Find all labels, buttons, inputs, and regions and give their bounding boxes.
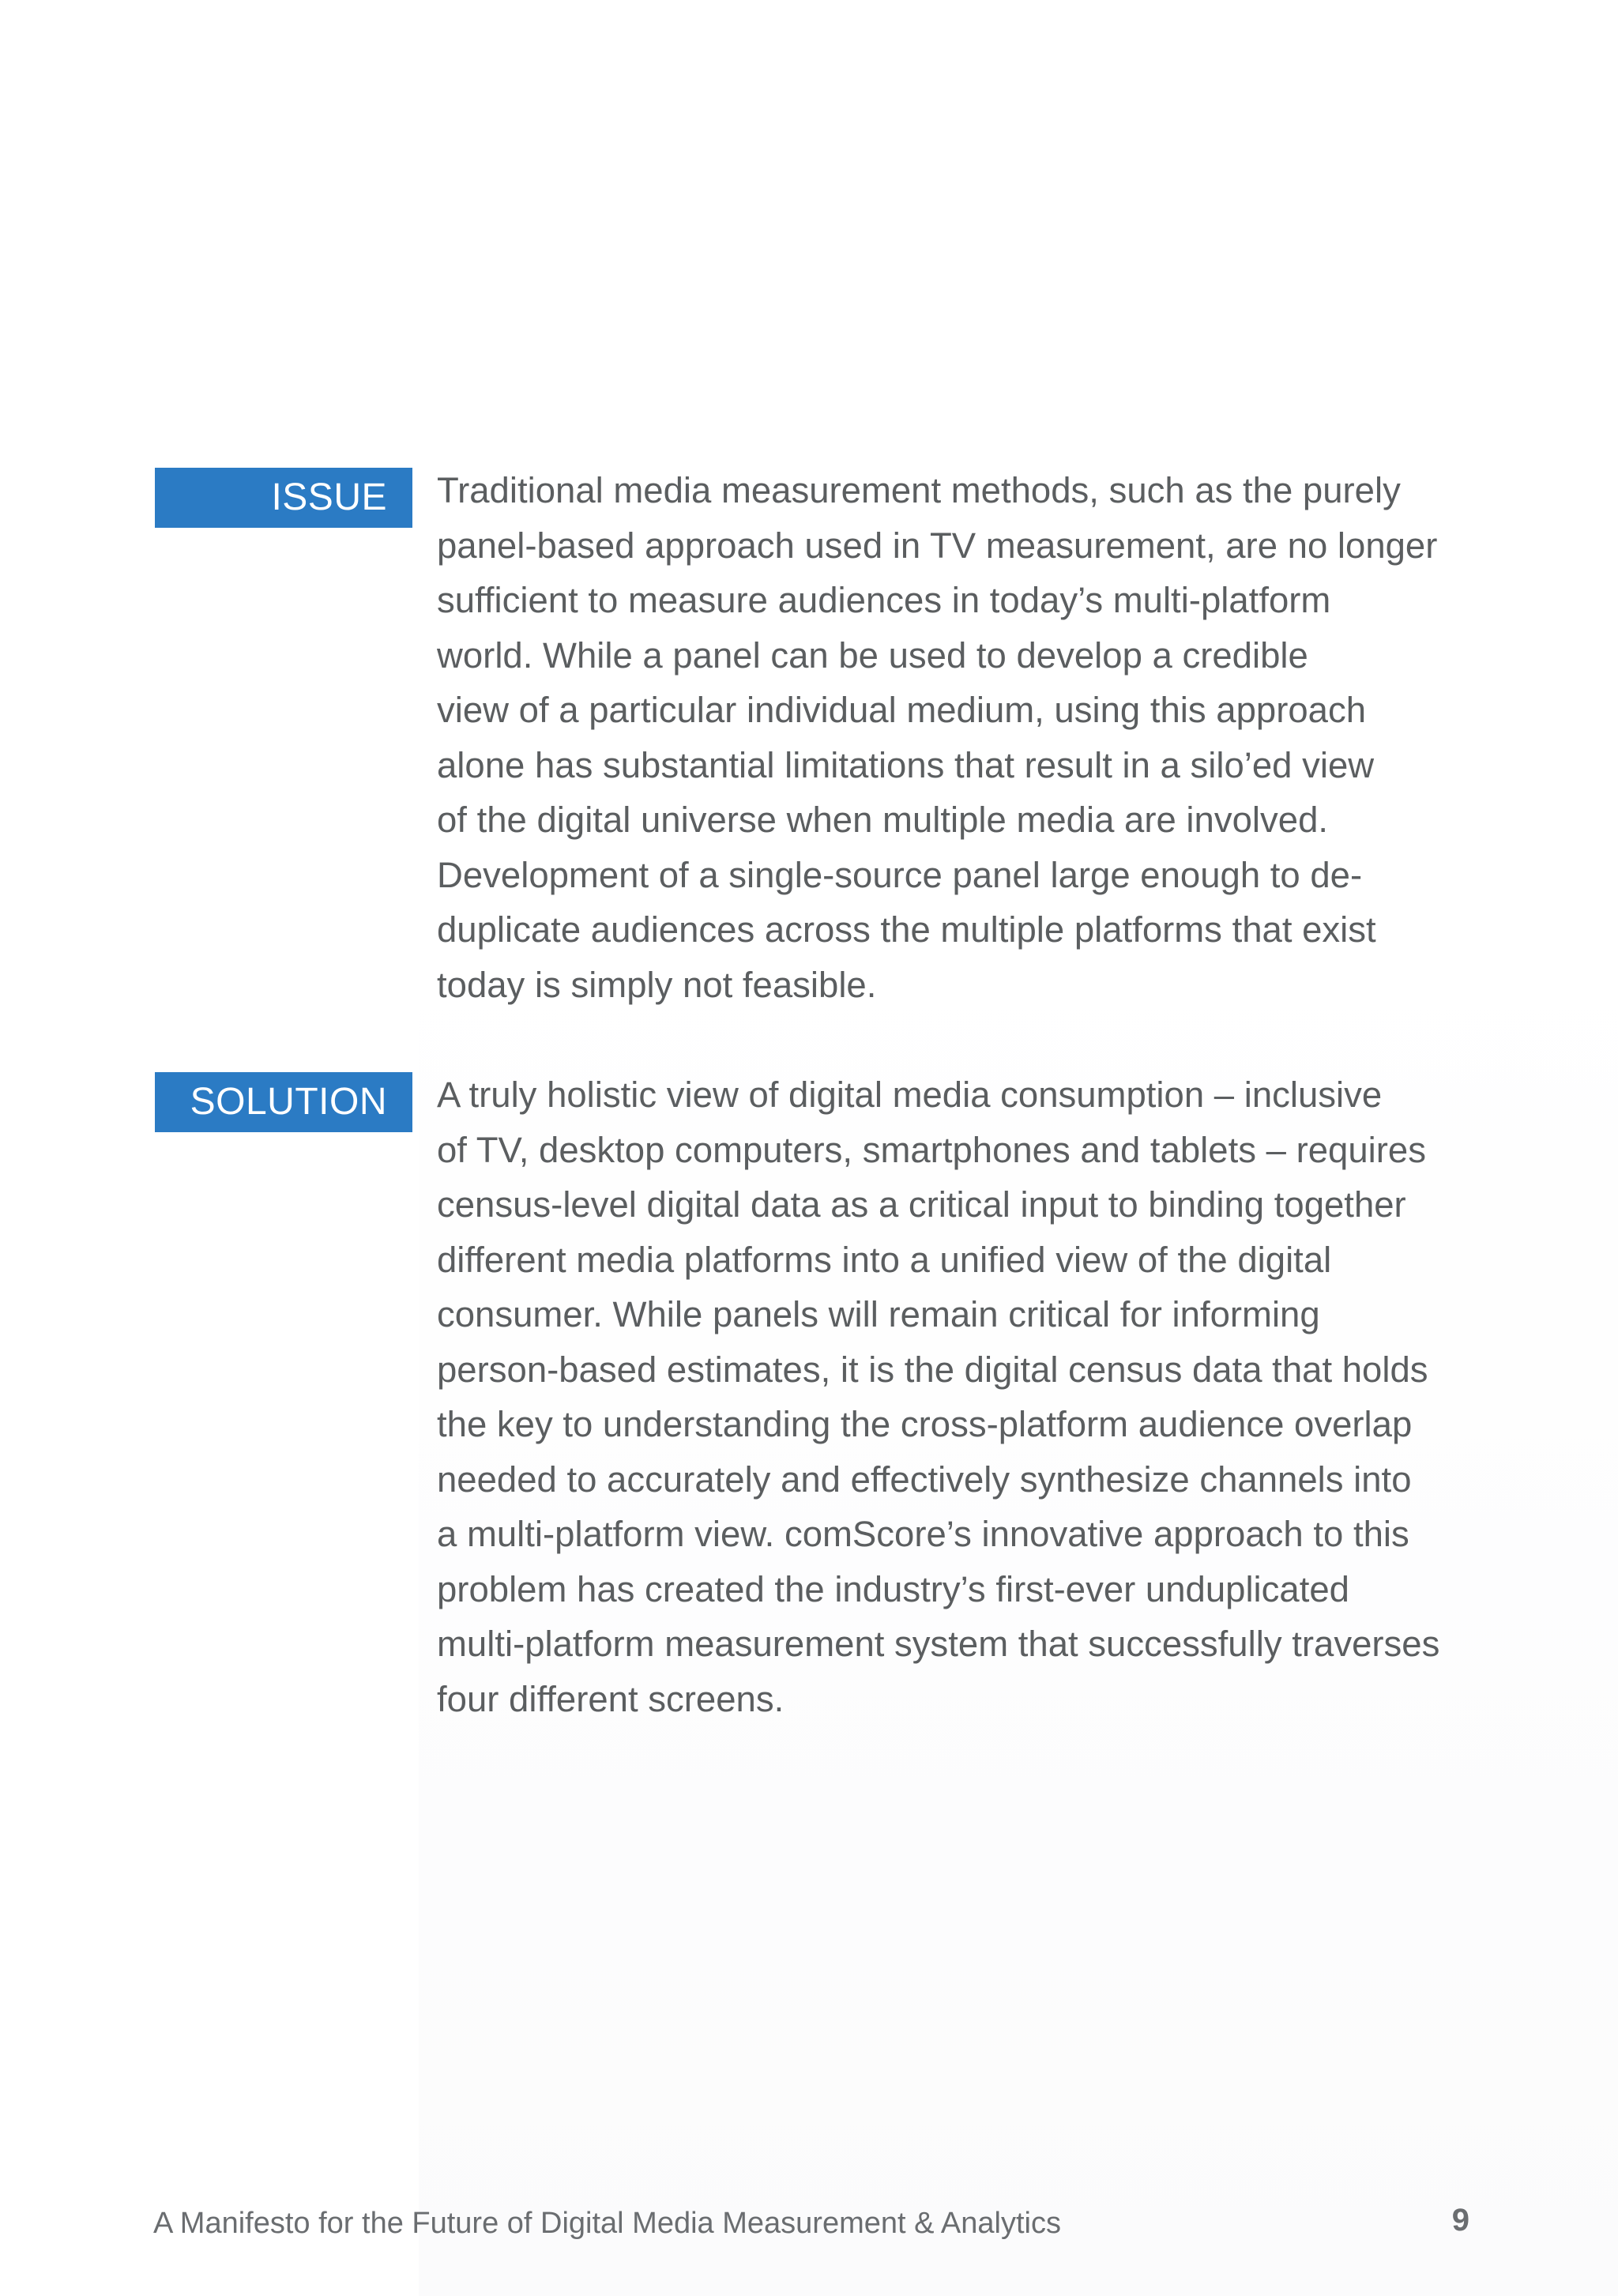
solution-line: consumer. While panels will remain critical for informing (437, 1294, 1320, 1334)
solution-line: census-level digital data as a critical input to binding together (437, 1184, 1406, 1225)
solution-line: needed to accurately and effectively synthesize channels into (437, 1459, 1412, 1500)
issue-line: duplicate audiences across the multiple platforms that exist (437, 909, 1376, 950)
issue-line: Development of a single-source panel large enough to de- (437, 854, 1363, 895)
issue-line: today is simply not feasible. (437, 964, 877, 1005)
solution-line: problem has created the industry’s first-ever unduplicated (437, 1568, 1349, 1609)
solution-line: A truly holistic view of digital media consumption – inclusive (437, 1075, 1383, 1115)
solution-line: person-based estimates, it is the digital census data that holds (437, 1349, 1428, 1390)
issue-label: ISSUE (155, 468, 412, 528)
issue-body-text (437, 463, 1488, 1012)
solution-line: different media platforms into a unified view of the digital (437, 1239, 1332, 1280)
solution-line: of TV, desktop computers, smartphones and tablets – requires (437, 1129, 1426, 1170)
issue-line: Traditional media measurement methods, such as the purely (437, 470, 1401, 510)
solution-body-text (437, 1067, 1488, 1726)
solution-line: multi-platform measurement system that successfully traverses (437, 1624, 1440, 1664)
issue-line: world. While a panel can be used to develop a credible (437, 634, 1308, 676)
issue-line: panel-based approach used in TV measurement, are no longer (437, 525, 1438, 566)
solution-line: four different screens. (437, 1678, 785, 1719)
footer-title: A Manifesto for the Future of Digital Media Measurement & Analytics (153, 2207, 1061, 2240)
solution-label: SOLUTION (155, 1072, 412, 1132)
issue-line: alone has substantial limitations that result in a silo’ed view (437, 744, 1375, 785)
issue-line: view of a particular individual medium, using this approach (437, 690, 1367, 730)
issue-line: sufficient to measure audiences in today’s multi-platform (437, 580, 1331, 620)
issue-line: of the digital universe when multiple media are involved. (437, 800, 1329, 840)
page-number: 9 (1451, 2203, 1469, 2238)
solution-line: the key to understanding the cross-platform audience overlap (437, 1404, 1413, 1444)
solution-line: a multi-platform view. comScore’s innovative approach to this (437, 1514, 1409, 1554)
